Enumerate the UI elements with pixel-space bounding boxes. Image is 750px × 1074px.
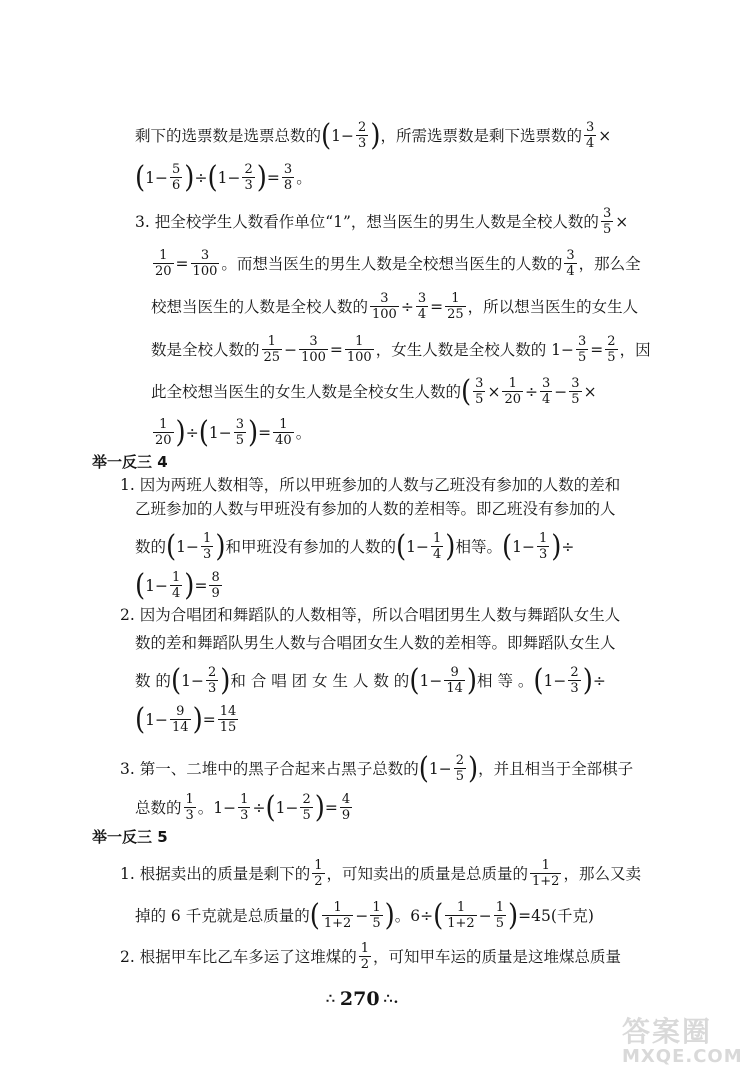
fraction: [184, 792, 196, 823]
fraction-numerator: 1: [508, 376, 517, 391]
text-segment: 1−: [512, 537, 535, 556]
fraction-denominator: 8: [283, 178, 293, 193]
fraction: [445, 291, 466, 322]
fraction: [584, 120, 596, 151]
fraction: [242, 162, 254, 193]
parenthesis: ): [248, 415, 259, 450]
fraction-denominator: 1+2: [323, 916, 352, 931]
parenthesis: (: [135, 702, 146, 737]
parenthesis: ): [184, 568, 195, 603]
fraction-denominator: 100: [301, 350, 326, 365]
fraction-denominator: 3: [538, 547, 548, 562]
text-segment: 1−: [145, 576, 169, 595]
text-segment: 1−: [275, 798, 299, 817]
fraction: [201, 531, 213, 562]
fraction-denominator: 100: [192, 264, 218, 279]
section-heading-5: 举一反三 5: [92, 828, 168, 846]
text-line: [135, 704, 240, 735]
text-segment: ，所以想当医生的女生人: [467, 297, 639, 316]
fraction-numerator: 8: [211, 570, 220, 585]
fraction: [170, 162, 182, 193]
fraction-denominator: 6: [172, 178, 181, 193]
text-line: [120, 753, 633, 784]
text-segment: 。6÷: [394, 906, 434, 925]
fraction: [299, 334, 328, 365]
fraction-numerator: 3: [309, 334, 318, 349]
text-line: [135, 792, 354, 823]
page-number-dots-left: ∴: [326, 991, 336, 1007]
text-segment: 1−: [543, 671, 567, 690]
fraction-numerator: 2: [207, 665, 217, 680]
fraction-numerator: 3: [200, 248, 210, 263]
text-segment: 校想当医生的人数是全校人数的: [151, 297, 369, 316]
text-line: [151, 248, 641, 279]
fraction: [416, 291, 428, 322]
fraction-denominator: 20: [155, 264, 172, 279]
parenthesis: ): [466, 663, 478, 698]
fraction-numerator: 1: [451, 291, 460, 306]
fraction: [282, 162, 294, 193]
parenthesis: ): [184, 160, 195, 195]
fraction-numerator: 3: [585, 120, 595, 135]
text-line: [120, 858, 641, 889]
fraction: [359, 941, 371, 972]
text-segment: 1−: [181, 671, 204, 690]
fraction-numerator: 1: [456, 900, 466, 915]
text-segment: =: [324, 798, 338, 817]
text-segment: ×: [598, 126, 612, 145]
fraction: [312, 858, 324, 889]
fraction-denominator: 5: [602, 222, 612, 237]
parenthesis: (: [461, 374, 472, 409]
fraction-denominator: 14: [446, 681, 463, 696]
fraction: [273, 417, 294, 448]
text-segment: ×: [583, 382, 597, 401]
page-number-value: 270: [339, 988, 380, 1010]
fraction-denominator: 3: [570, 681, 579, 696]
text-segment: ，并且相当于全部棋子: [478, 759, 634, 778]
fraction-numerator: 9: [176, 704, 185, 719]
fraction: [170, 570, 182, 601]
fraction-numerator: 1: [541, 858, 550, 873]
parenthesis: (: [166, 529, 177, 564]
parenthesis: ): [215, 529, 226, 564]
fraction-numerator: 3: [380, 291, 389, 306]
fraction-numerator: 2: [244, 162, 253, 177]
parenthesis: ): [507, 898, 519, 933]
text-line: [135, 531, 574, 562]
fraction: [218, 704, 239, 735]
fraction-numerator: 14: [219, 704, 237, 719]
page-number-dots-right: ∴.: [383, 991, 400, 1007]
text-segment: ÷: [194, 168, 208, 187]
parenthesis: (: [321, 118, 332, 153]
fraction-denominator: 4: [417, 307, 427, 322]
parenthesis: ): [384, 898, 395, 933]
fraction: [605, 334, 617, 365]
parenthesis: (: [170, 663, 182, 698]
text-segment: 掉的 6 千克就是总质量的: [135, 906, 310, 925]
parenthesis: (: [265, 790, 276, 825]
text-line: [135, 665, 606, 696]
fraction: [454, 753, 466, 784]
fraction-denominator: 3: [207, 681, 217, 696]
fraction-numerator: 2: [455, 753, 465, 768]
fraction-denominator: 5: [235, 433, 244, 448]
text-segment: =: [175, 254, 189, 273]
fraction: [345, 334, 374, 365]
text-segment: 此全校想当医生的女生人数是全校女生人数的: [151, 382, 462, 401]
fraction: [431, 531, 443, 562]
fraction-numerator: 2: [302, 792, 311, 807]
fraction-denominator: 9: [341, 808, 351, 823]
text-segment: 2. 因为合唱团和舞蹈队的人数相等，所以合唱团男生人数与舞蹈队女生人: [120, 606, 621, 624]
text-segment: 3. 第一、二堆中的黑子合起来占黑子总数的: [120, 759, 419, 778]
fraction-denominator: 3: [244, 178, 253, 193]
fraction-numerator: 1: [360, 941, 369, 956]
text-segment: 1−: [331, 126, 355, 145]
text-segment: =: [194, 576, 208, 595]
text-segment: =: [329, 340, 343, 359]
fraction: [300, 792, 312, 823]
fraction: [191, 248, 220, 279]
parenthesis: (: [135, 160, 146, 195]
text-segment: =: [202, 710, 216, 729]
fraction-denominator: 40: [275, 433, 292, 448]
parenthesis: (: [135, 568, 146, 603]
text-segment: 1−: [145, 168, 169, 187]
text-segment: =: [430, 297, 444, 316]
fraction-denominator: 3: [358, 136, 367, 151]
parenthesis: ): [192, 702, 203, 737]
text-segment: 3. 把全校学生人数看作单位“1”，想当医生的男生人数是全校人数的: [135, 212, 599, 231]
fraction-denominator: 5: [495, 916, 504, 931]
text-segment: =45(千克): [518, 906, 594, 925]
text-segment: 相 等 。: [477, 671, 534, 690]
watermark-top-text: 答案圈: [622, 1015, 713, 1048]
fraction-denominator: 25: [447, 307, 464, 322]
fraction-numerator: 3: [542, 376, 551, 391]
text-segment: 1. 因为两班人数相等，所以甲班参加的人数与乙班没有参加的人数的差和: [120, 476, 621, 494]
text-line: [135, 120, 611, 151]
fraction-denominator: 2: [314, 874, 323, 889]
text-segment: ÷: [592, 671, 606, 690]
fraction-denominator: 25: [263, 350, 281, 365]
fraction-numerator: 2: [570, 665, 579, 680]
fraction: [234, 417, 246, 448]
text-segment: 剩下的选票数是选票总数的: [135, 126, 322, 145]
fraction-numerator: 3: [602, 206, 612, 221]
fraction-numerator: 1: [495, 900, 504, 915]
text-segment: ÷: [252, 798, 266, 817]
fraction-denominator: 4: [433, 547, 442, 562]
fraction-denominator: 20: [504, 392, 521, 407]
fraction: [153, 248, 174, 279]
fraction-numerator: 1: [355, 334, 364, 349]
fraction: [540, 376, 552, 407]
text-segment: ，可知卖出的质量是总质量的: [326, 864, 529, 883]
parenthesis: ): [220, 663, 231, 698]
text-segment: ，所需选票数是剩下选票数的: [380, 126, 582, 145]
text-segment: 。: [296, 168, 312, 187]
fraction: [356, 120, 368, 151]
text-segment: −: [284, 340, 298, 359]
text-line: [151, 291, 638, 322]
fraction-denominator: 5: [607, 350, 616, 365]
fraction-numerator: 3: [475, 376, 484, 391]
fraction-numerator: 1: [203, 531, 212, 546]
fraction: [445, 900, 476, 931]
fraction-denominator: 100: [372, 307, 397, 322]
fraction-denominator: 15: [219, 720, 237, 735]
fraction: [340, 792, 352, 823]
text-segment: ，可知甲车运的质量是这堆煤总质量: [373, 947, 622, 966]
fraction-numerator: 1: [240, 792, 249, 807]
text-segment: 和 合 唱 团 女 生 人 数 的: [230, 671, 410, 690]
text-segment: 乙班参加的人数与甲班没有参加的人数的差相等。即乙班没有参加的人: [135, 500, 616, 518]
text-segment: ，因: [619, 340, 651, 359]
fraction-numerator: 4: [341, 792, 351, 807]
fraction-denominator: 3: [185, 808, 194, 823]
fraction-numerator: 1: [279, 417, 288, 432]
fraction-numerator: 1: [159, 417, 168, 432]
fraction: [238, 792, 250, 823]
text-segment: 。而想当医生的男生人数是全校想当医生的人数的: [221, 254, 563, 273]
fraction-numerator: 1: [333, 900, 342, 915]
fraction-denominator: 2: [360, 957, 369, 972]
text-segment: 总数的: [135, 798, 182, 817]
text-segment: 。: [295, 423, 312, 442]
fraction-denominator: 1+2: [532, 874, 560, 889]
text-line: [135, 900, 594, 931]
fraction-denominator: 9: [211, 586, 220, 601]
watermark-bottom-text: MXQE.COM: [622, 1046, 743, 1067]
fraction: [473, 376, 485, 407]
text-segment: ，那么又卖: [563, 864, 641, 883]
fraction-denominator: 5: [571, 392, 580, 407]
fraction-denominator: 4: [585, 136, 595, 151]
text-segment: 相等。: [455, 537, 502, 556]
text-segment: 1−: [217, 168, 241, 187]
fraction-numerator: 1: [185, 792, 194, 807]
text-line: [151, 376, 597, 407]
text-segment: ，女生人数是全校人数的 1−: [375, 340, 574, 359]
fraction-denominator: 100: [346, 350, 372, 365]
fraction-numerator: 3: [283, 162, 293, 177]
fraction-numerator: 1: [159, 248, 168, 263]
fraction-numerator: 1: [538, 531, 548, 546]
fraction: [262, 334, 283, 365]
fraction-numerator: 2: [358, 120, 367, 135]
text-segment: 1−: [145, 710, 169, 729]
text-segment: ÷: [185, 423, 199, 442]
parenthesis: ): [175, 415, 186, 450]
fraction: [601, 206, 613, 237]
text-segment: 1−: [176, 537, 200, 556]
text-segment: 1−: [208, 423, 232, 442]
parenthesis: (: [433, 898, 444, 933]
fraction-numerator: 3: [571, 376, 580, 391]
fraction: [569, 376, 581, 407]
text-segment: 1−: [419, 671, 443, 690]
fraction-denominator: 5: [302, 808, 311, 823]
parenthesis: (: [395, 529, 407, 564]
text-segment: −: [478, 906, 492, 925]
text-line: [120, 605, 620, 625]
text-segment: ×: [615, 212, 629, 231]
fraction: [170, 704, 191, 735]
text-segment: 数 的: [135, 671, 171, 690]
fraction: [206, 665, 218, 696]
fraction: [502, 376, 523, 407]
fraction-denominator: 4: [542, 392, 551, 407]
parenthesis: (: [533, 663, 544, 698]
page-number: [326, 988, 399, 1010]
fraction-denominator: 5: [372, 916, 381, 931]
text-segment: ÷: [561, 537, 575, 556]
text-segment: ÷: [400, 297, 414, 316]
fraction-numerator: 9: [450, 665, 459, 680]
text-segment: 数的差和舞蹈队男生人数与合唱团女生人数的差相等。即舞蹈队女生人: [135, 634, 616, 652]
fraction: [494, 900, 506, 931]
fraction: [370, 900, 382, 931]
fraction-numerator: 2: [607, 334, 616, 349]
fraction-numerator: 1: [267, 334, 276, 349]
parenthesis: (: [309, 898, 320, 933]
fraction: [530, 858, 561, 889]
fraction-denominator: 4: [172, 586, 181, 601]
text-segment: 和甲班没有参加的人数的: [225, 537, 396, 556]
text-segment: =: [590, 340, 604, 359]
fraction-denominator: 5: [455, 769, 465, 784]
text-segment: ×: [487, 382, 501, 401]
text-segment: 数是全校人数的: [151, 340, 260, 359]
fraction: [444, 665, 465, 696]
parenthesis: ): [551, 529, 562, 564]
watermark-logo: [622, 1010, 742, 1070]
parenthesis: ): [582, 663, 593, 698]
text-segment: −: [355, 906, 369, 925]
text-segment: ，那么全: [578, 254, 641, 273]
parenthesis: (: [207, 160, 218, 195]
parenthesis: (: [501, 529, 513, 564]
fraction-denominator: 1+2: [447, 916, 475, 931]
fraction-numerator: 1: [314, 858, 323, 873]
text-segment: 1−: [428, 759, 452, 778]
fraction-numerator: 3: [566, 248, 575, 263]
fraction: [209, 570, 221, 601]
text-segment: =: [266, 168, 280, 187]
text-segment: −: [554, 382, 568, 401]
parenthesis: (: [198, 415, 209, 450]
fraction-numerator: 3: [235, 417, 244, 432]
parenthesis: ): [370, 118, 381, 153]
parenthesis: ): [468, 751, 479, 786]
parenthesis: ): [445, 529, 456, 564]
text-line: [135, 206, 628, 237]
text-line: [120, 475, 620, 495]
fraction-numerator: 5: [172, 162, 181, 177]
text-line: [135, 570, 224, 601]
fraction-numerator: 3: [578, 334, 587, 349]
fraction: [568, 665, 580, 696]
text-segment: 1−: [406, 537, 429, 556]
fraction-denominator: 20: [155, 433, 172, 448]
text-line: [135, 633, 616, 653]
text-segment: 数的: [135, 537, 167, 556]
fraction: [153, 417, 174, 448]
fraction: [537, 531, 549, 562]
parenthesis: (: [409, 663, 420, 698]
section-heading-4: 举一反三 4: [92, 453, 168, 471]
text-line: [135, 162, 312, 193]
text-line: [120, 941, 621, 972]
text-line: [151, 334, 651, 365]
fraction-numerator: 1: [372, 900, 381, 915]
text-segment: =: [258, 423, 272, 442]
fraction-denominator: 3: [203, 547, 212, 562]
parenthesis: (: [418, 751, 429, 786]
fraction-numerator: 1: [172, 570, 181, 585]
text-segment: ÷: [525, 382, 538, 401]
fraction-numerator: 1: [433, 531, 442, 546]
fraction-denominator: 5: [475, 392, 484, 407]
fraction-denominator: 5: [578, 350, 587, 365]
text-segment: 。1−: [197, 798, 237, 817]
fraction: [322, 900, 353, 931]
text-line: [135, 499, 616, 519]
fraction: [370, 291, 399, 322]
fraction-denominator: 4: [566, 264, 575, 279]
text-segment: 2. 根据甲车比乙车多运了这堆煤的: [120, 947, 357, 966]
text-segment: 1. 根据卖出的质量是剩下的: [120, 864, 311, 883]
fraction: [576, 334, 588, 365]
fraction-numerator: 3: [417, 291, 427, 306]
fraction-denominator: 14: [172, 720, 189, 735]
parenthesis: ): [256, 160, 267, 195]
fraction: [564, 248, 576, 279]
text-line: [151, 417, 311, 448]
fraction-denominator: 3: [240, 808, 249, 823]
parenthesis: ): [314, 790, 325, 825]
